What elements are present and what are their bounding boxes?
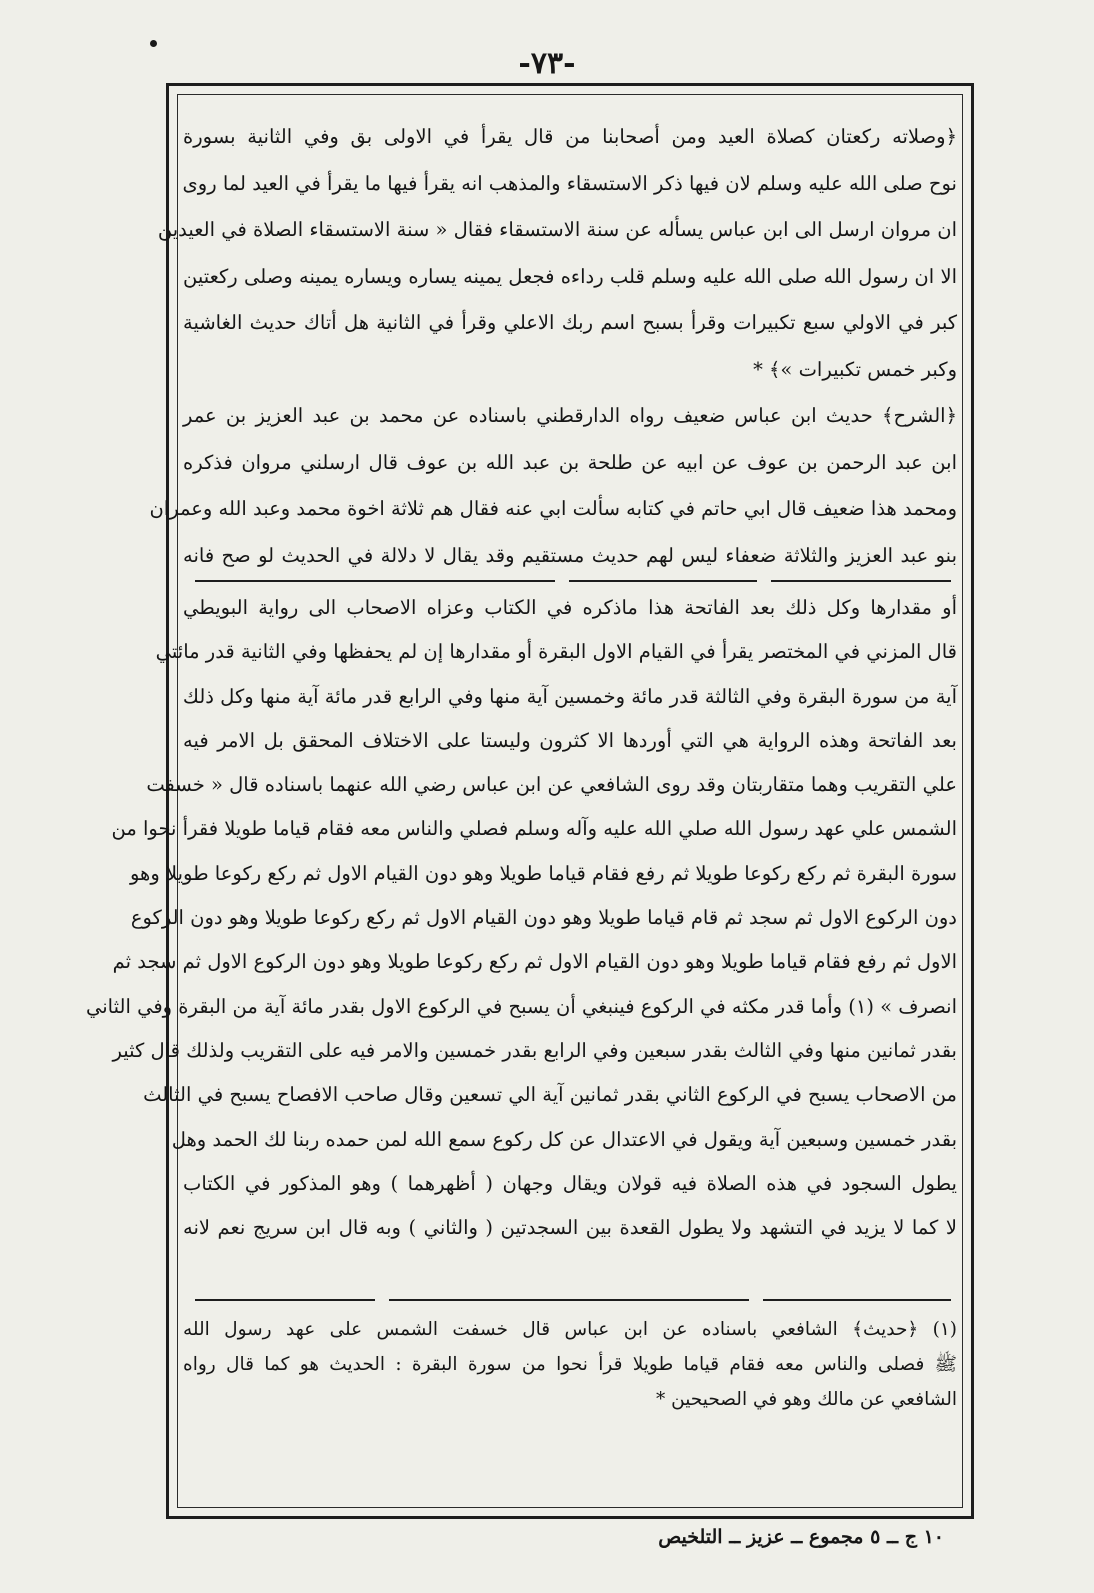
commentary-line: بعد الفاتحة وهذه الرواية هي التي أوردها الا كثرون وليستا على الاختلاف المحقق بل الامر فيه [183,728,957,752]
footnote-block [183,1312,957,1417]
main-text-line: ان مروان ارسل الى ابن عباس يسأله عن سنة الاستسقاء فقال « سنة الاستسقاء الصلاة في العيدين [157,218,957,241]
commentary-line: من الاصحاب يسبح في الركوع الثاني بقدر ثمانين آية الي تسعين وقال صاحب الافصاح يسبح في الثالث [143,1083,957,1107]
sharh-text-line: ﴿الشرح﴾ حديث ابن عباس ضعيف رواه الدارقطني باسناده عن محمد بن عبد العزيز بن عمر [183,404,957,427]
commentary-line: قال المزني في المختصر يقرأ في القيام الاول البقرة أو مقدارها إن لم يحفظها وفي الثانية قدر مائتي [155,640,957,664]
commentary-line: بقدر خمسين وسبعين آية ويقول في الاعتدال عن كل ركوع سمع الله لمن حمده ربنا لك الحمد وهل [171,1127,957,1151]
footnote-line: ﷺ فصلى والناس معه فقام قياما طويلا قرأ نحوا من سورة البقرة : الحديث هو كما قال رواه [183,1354,957,1375]
commentary-line: سورة البقرة ثم ركع ركوعا طويلا ثم رفع فقام قياما طويلا وهو دون القيام الاول ثم ركع ركوعا طويلا وهو [129,861,957,885]
main-text-line: كبر في الاولي سبع تكبيرات وقرأ بسبح اسم ربك الاعلي وقرأ في الثانية هل أتاك حديث الغاشية [183,311,957,334]
commentary-line: أو مقدارها وكل ذلك بعد الفاتحة هذا ماذكره في الكتاب وعزاه الاصحاب الى رواية البويطي [183,596,957,619]
commentary-line: بقدر ثمانين منها وفي الثالث بقدر سبعين وفي الرابع بقدر خمسين والامر فيه على التقريب ولذلك قال كثير [112,1038,957,1062]
sharh-text-line: بنو عبد العزيز والثلاثة ضعفاء ليس لهم حديث مستقيم وقد يقال لا دلالة في الحديث لو صح فانه [183,543,957,567]
commentary-line: آية من سورة البقرة وفي الثالثة قدر مائة وخمسين آية منها وفي الرابع قدر مائة آية منها وكل ذلك [182,684,957,708]
page-footer: ١٠ ج ــ ٥ مجموع ــ عزيز ــ التلخيص [658,1526,944,1548]
commentary-line: علي التقريب وهما متقاربتان وقد روى الشافعي عن ابن عباس رضي الله عنهما باسناده قال « خسفت [146,773,957,797]
commentary-line: انصرف » (١) وأما قدر مكثه في الركوع فينبغي أن يسبح في الركوع الاول بقدر مائة آية من البقرة وفي الثاني [86,994,957,1018]
commentary-line: لا كما لا يزيد في التشهد ولا يطول القعدة بين السجدتين ( والثاني ) وبه قال ابن سريج نعم لانه [183,1216,957,1240]
footnote-line: الشافعي عن مالك وهو في الصحيحين * [656,1389,957,1410]
sharh-text-line: ومحمد هذا ضعيف قال ابي حاتم في كتابه سألت ابي عنه فقال هم ثلاثة اخوة محمد وعبد الله وعمران [149,497,957,520]
footnote-line: (١) ﴿حديث﴾ الشافعي باسناده عن ابن عباس قال خسفت الشمس على عهد رسول الله [183,1319,957,1340]
main-text-line: وكبر خمس تكبيرات »﴾ * [753,357,957,381]
commentary-line: الاول ثم رفع فقام قياما طويلا وهو دون القيام الاول ثم ركع ركوعا طويلا وهو دون الركوع الاول ثم سجد ثم [112,950,957,974]
commentary-line: الشمس علي عهد رسول الله صلي الله عليه وآله وسلم فصلي والناس معه فقام قياما طويلا فقرأ نحوا من [111,817,957,841]
page-frame [86,83,974,1519]
commentary-block [86,586,957,1250]
footnote-divider [177,1299,963,1307]
main-text-line: ﴿وصلاته ركعتان كصلاة العيد ومن أصحابنا من قال يقرأ في الاولى بق وفي الثانية بسورة [183,125,957,148]
commentary-line: دون الركوع الاول ثم سجد ثم قام قياما طويلا وهو دون القيام الاول ثم ركع ركوعا طويلا وهو دون الركوع [130,906,957,930]
sharh-text-line: ابن عبد الرحمن بن عوف عن ابيه عن طلحة بن عبد الله بن عوف قال ارسلني مروان فذكره [183,450,957,474]
commentary-line: يطول السجود في هذه الصلاة فيه قولان ويقال وجهان ( أظهرهما ) وهو المذكور في الكتاب [183,1171,957,1195]
main-text-line: نوح صلى الله عليه وسلم لان فيها ذكر الاستسقاء والمذهب انه يقرأ فيها ما يقرأ في العيد لما روى [182,171,957,195]
main-text-line: الا ان رسول الله صلى الله عليه وسلم قلب رداءه فجعل يمينه يساره ويساره يمينه وصلى ركعتين [183,264,957,288]
page-number: -٧٣- [518,46,576,81]
main-text-block [149,114,957,579]
